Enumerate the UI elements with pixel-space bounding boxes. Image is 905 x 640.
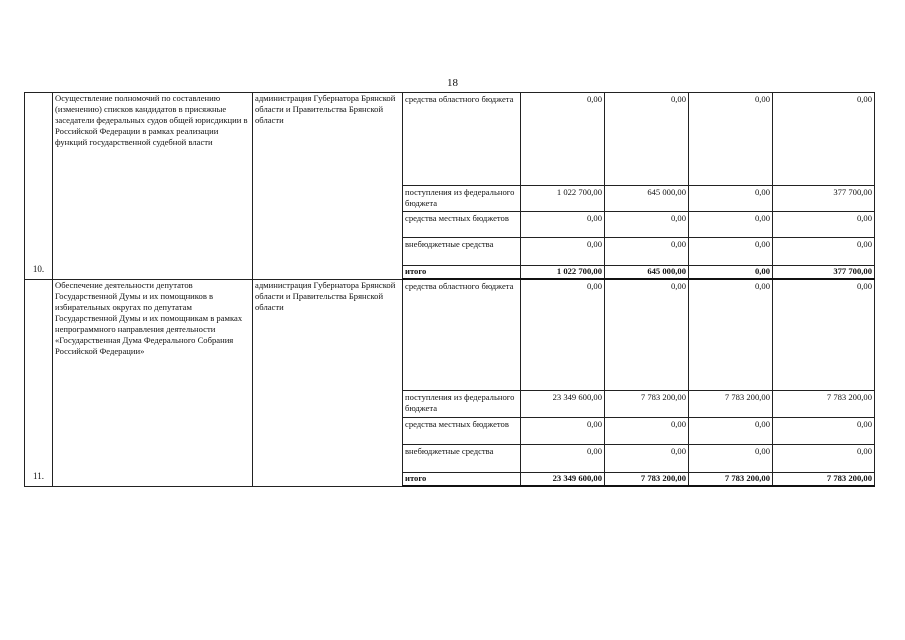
- amount-cell: 0,00: [605, 238, 689, 266]
- amount-cell: 0,00: [689, 93, 773, 186]
- amount-cell: 0,00: [689, 444, 773, 472]
- amount-cell: 1 022 700,00: [521, 266, 605, 280]
- amount-cell: 0,00: [605, 417, 689, 444]
- funding-source-label: средства областного бюджета: [403, 279, 521, 390]
- funding-source-label: внебюджетные средства: [403, 238, 521, 266]
- amount-cell: 7 783 200,00: [689, 390, 773, 417]
- amount-cell: 0,00: [773, 279, 875, 390]
- amount-cell: 0,00: [605, 444, 689, 472]
- funding-source-label: итого: [403, 472, 521, 486]
- funding-source-label: средства местных бюджетов: [403, 417, 521, 444]
- measure-description: Осуществление полномочий по составлению (изменению) списков кандидатов в присяжные заседатели федеральных судов общей юрисдикции в Российской Федерации в рамках реализации функций государственной судебной власти: [53, 93, 253, 280]
- amount-cell: 0,00: [773, 444, 875, 472]
- amount-cell: 377 700,00: [773, 186, 875, 212]
- amount-cell: 0,00: [773, 238, 875, 266]
- amount-cell: 0,00: [689, 238, 773, 266]
- funding-source-label: поступления из федерального бюджета: [403, 390, 521, 417]
- amount-cell: 0,00: [605, 212, 689, 238]
- funding-source-label: средства областного бюджета: [403, 93, 521, 186]
- amount-cell: 0,00: [521, 212, 605, 238]
- amount-cell: 0,00: [689, 417, 773, 444]
- funding-source-label: поступления из федерального бюджета: [403, 186, 521, 212]
- table-row: [25, 93, 875, 186]
- executor: администрация Губернатора Брянской области и Правительства Брянской области: [253, 279, 403, 486]
- amount-cell: 0,00: [605, 279, 689, 390]
- amount-cell: 0,00: [521, 444, 605, 472]
- amount-cell: 23 349 600,00: [521, 472, 605, 486]
- amount-cell: 7 783 200,00: [773, 390, 875, 417]
- row-number: 11.: [25, 279, 53, 486]
- amount-cell: 0,00: [773, 212, 875, 238]
- amount-cell: 1 022 700,00: [521, 186, 605, 212]
- amount-cell: 7 783 200,00: [605, 390, 689, 417]
- row-number: 10.: [25, 93, 53, 280]
- page-number: 18: [447, 77, 458, 89]
- executor: администрация Губернатора Брянской области и Правительства Брянской области: [253, 93, 403, 280]
- amount-cell: 0,00: [605, 93, 689, 186]
- table-row: [25, 279, 875, 390]
- amount-cell: 0,00: [689, 266, 773, 280]
- funding-source-label: итого: [403, 266, 521, 280]
- amount-cell: 0,00: [773, 93, 875, 186]
- amount-cell: 0,00: [521, 93, 605, 186]
- amount-cell: 0,00: [521, 238, 605, 266]
- amount-cell: 7 783 200,00: [773, 472, 875, 486]
- budget-table: [24, 92, 875, 487]
- amount-cell: 0,00: [521, 417, 605, 444]
- amount-cell: 7 783 200,00: [605, 472, 689, 486]
- amount-cell: 0,00: [689, 279, 773, 390]
- amount-cell: 645 000,00: [605, 186, 689, 212]
- measure-description: Обеспечение деятельности депутатов Государственной Думы и их помощников в избирательных округах по депутатам Государственной Думы и их помощникам в рамках непрограммного направления деятельности «Государственная Дума Федерального Собрания Российской Федерации»: [53, 279, 253, 486]
- amount-cell: 0,00: [773, 417, 875, 444]
- amount-cell: 0,00: [521, 279, 605, 390]
- amount-cell: 7 783 200,00: [689, 472, 773, 486]
- amount-cell: 0,00: [689, 186, 773, 212]
- amount-cell: 645 000,00: [605, 266, 689, 280]
- amount-cell: 23 349 600,00: [521, 390, 605, 417]
- funding-source-label: средства местных бюджетов: [403, 212, 521, 238]
- amount-cell: 377 700,00: [773, 266, 875, 280]
- amount-cell: 0,00: [689, 212, 773, 238]
- funding-source-label: внебюджетные средства: [403, 444, 521, 472]
